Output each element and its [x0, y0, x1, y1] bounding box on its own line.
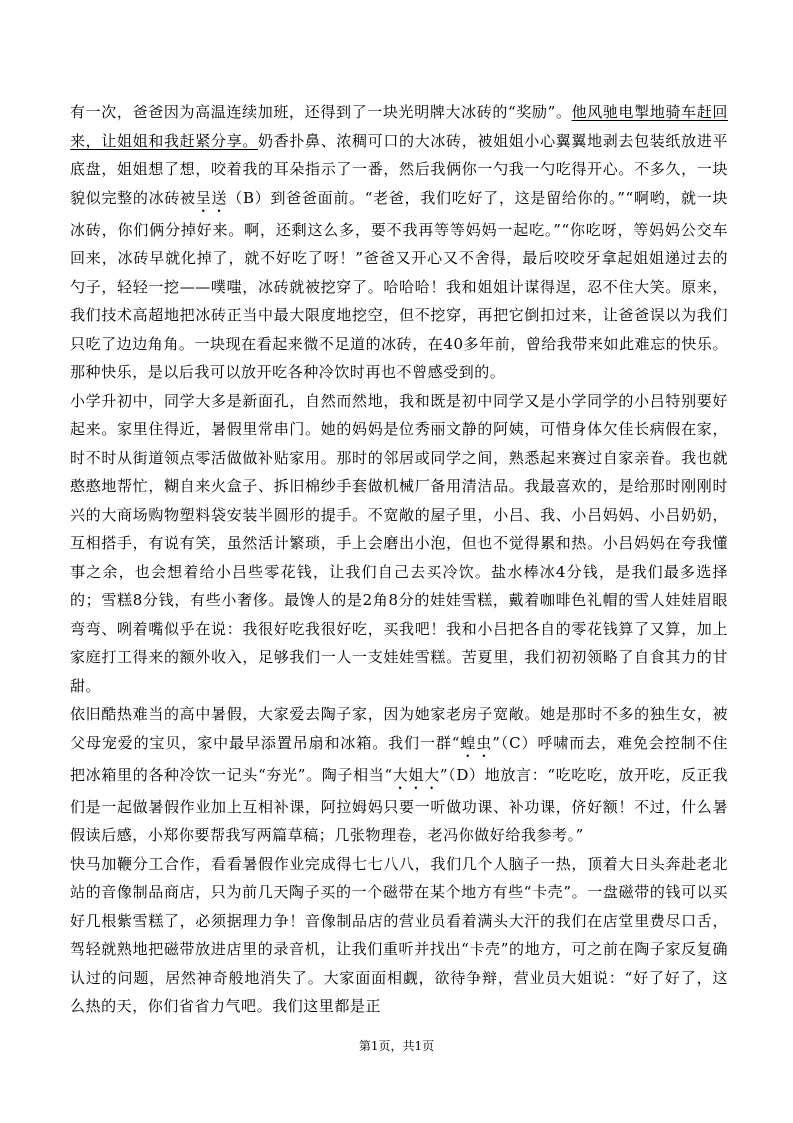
p3-emphasized-word-c: 蝗虫 [460, 733, 493, 752]
p1-emphasized-word-b: 呈送 [195, 188, 228, 207]
p1-underlined-sentence: 他风驰电掣地骑车赶回来，让姐姐和我赶紧分享。 [70, 103, 728, 150]
paragraph-3 [70, 700, 728, 850]
p2-text-1: 小学升初中，同学大多是新面孔，自然而然地，我和既是初中同学又是小学同学的小吕特别要好起来。家里住得近，暑假里常串门。她的妈妈是位秀丽文静的阿姨，可惜身体欠佳长病假在家，时不时从街道领点零活做做补贴家用。那时的邻居或同学之间，熟悉起来赛过自家亲眷。我也就憨憨地帮忙，糊自来火盒子、拆旧棉纱手套做机械厂备用清洁品。我最喜欢的，是给那时刚刚时兴的大商场购物塑料袋安装半圆形的提手。不宽敞的屋子里，小吕、我、小吕妈妈、小吕奶奶，互相搭手，有说有笑，虽然活计繁琐，手上会磨出小泡，但也不觉得累和热。小吕妈妈在夸我懂事之余，也会想着给小吕些零花钱，让我们自己去买冷饮。盐水棒冰4分钱，是我们最多选择的；雪糕8分钱，有些小奢侈。最馋人的是2角8分的娃娃雪糕，戴着咖啡色礼帽的雪人娃娃眉眼弯弯、咧着嘴似乎在说：我很好吃我很好吃，买我吧！我和小吕把各自的零花钱算了又算，加上家庭打工得来的额外收入，足够我们一人一支娃娃雪糕。苦夏里，我们初初领略了自食其力的甘甜。 [70, 391, 728, 695]
document-body [70, 98, 728, 1028]
page-footer: 第1页，共1页 [358, 1039, 435, 1053]
p1-text-3: （B）到爸爸面前。“老爸，我们吃好了，这是留给你的。”“啊哟，就一块冰砖，你们俩分掉好来。啊，还剩这么多，要不我再等等妈妈一起吃。”“你吃呀，等妈妈公交车回来，冰砖早就化掉了，就不好吃了呀！”爸爸又开心又不舍得，最后咬咬牙拿起姐姐递过去的勺子，轻轻一挖——噗嗤，冰砖就被挖穿了。哈哈哈！我和姐姐计谋得逞，忍不住大笑。原来，我们技术高超地把冰砖正当中最大限度地挖空，但不挖穿，再把它倒扣过来，让爸爸误以为我们只吃了边边角角。一块现在看起来微不足道的冰砖，在40多年前，曾给我带来如此难忘的快乐。那种快乐，是以后我可以放开吃各种冷饮时再也不曾感受到的。 [70, 188, 728, 381]
p3-text-3: ”（D）地放言：“吃吃吃，放开吃，反正我们是一起做暑假作业加上互相补课，阿拉姆妈只要一听做功课、补功课，侪好额！不过，什么暑假读后感，小郑你要帮我写两篇草稿；几张物理卷，老冯你做好给我参考。” [70, 765, 728, 844]
p1-text-2: 奶香扑鼻、浓稠可口的大冰砖，被姐姐小心翼翼地剥去包装纸放进平底盘，姐姐想了想，咬着我的耳朵指示了一番，然后我俩你一勺我一勺吃得开心。不多久，一块貌似完整的冰砖被 [70, 131, 728, 207]
p3-emphasized-word-d: 大姐大 [392, 765, 440, 784]
p3-text-2: ”（C）呼啸而去，难免会控制不住把冰箱里的各种冷饮一记头“夯光”。陶子相当“ [70, 733, 728, 784]
paragraph-2 [70, 387, 728, 701]
p1-text-1: 有一次，爸爸因为高温连续加班，还得到了一块光明牌大冰砖的“奖励”。 [70, 103, 572, 121]
p3-text-1: 依旧酷热难当的高中暑假，大家爱去陶子家，因为她家老房子宽敞。她是那时不多的独生女，被父母宠爱的宝贝，家中最早添置吊扇和冰箱。我们一群“ [70, 705, 728, 752]
p4-text-1: 快马加鞭分工合作，看看暑假作业完成得七七八八，我们几个人脑子一热，顶着大日头奔赴老北站的音像制品商店，只为前几天陶子买的一个磁带在某个地方有些“卡壳”。一盘磁带的钱可以买好几根紫雪糕了，必须据理力争！音像制品店的营业员看着满头大汗的我们在店堂里费尽口舌，驾轻就熟地把磁带放进店里的录音机，让我们重听并找出“卡壳”的地方，可之前在陶子家反复确认过的问题，居然神奇般地消失了。大家面面相觑，欲待争辩，营业员大姐说：“好了好了，这么热的天，你们省省力气吧。我们这里都是正 [70, 854, 728, 1015]
paragraph-4 [70, 850, 728, 1021]
paragraph-1 [70, 98, 728, 387]
